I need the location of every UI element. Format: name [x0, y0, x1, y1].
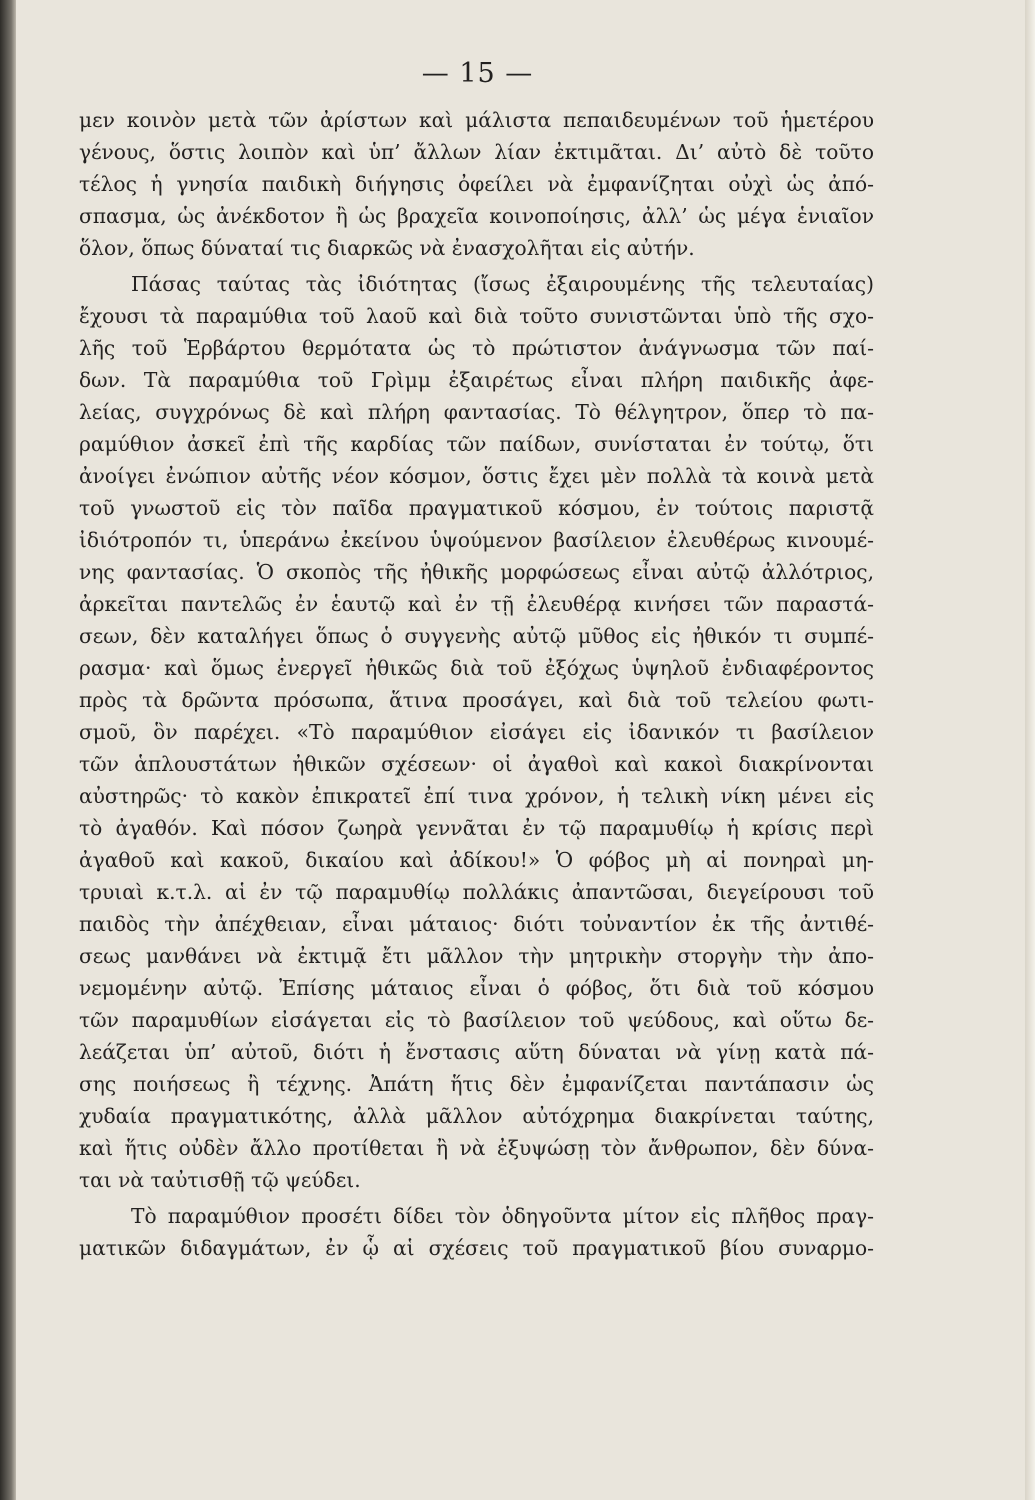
text-line: αὐστηρῶς· τὸ κακὸν ἐπικρατεῖ ἐπί τινα χρόνον, ἡ τελικὴ νίκη μένει εἰς: [79, 784, 874, 808]
text-line: ἔχουσι τὰ παραμύθια τοῦ λαοῦ καὶ διὰ τοῦτο συνιστῶνται ὑπὸ τῆς σχο-: [79, 304, 874, 328]
text-line: καὶ ἥτις οὐδὲν ἄλλο προτίθεται ἢ νὰ ἐξυψώσῃ τὸν ἄνθρωπον, δὲν δύνα-: [79, 1136, 874, 1160]
text-line: ἰδιότροπόν τι, ὑπεράνω ἐκείνου ὑψούμενον βασίλειον ἐλευθέρως κινουμέ-: [79, 528, 874, 552]
paragraph: [79, 104, 874, 264]
text-line: τέλος ἡ γνησία παιδικὴ διήγησις ὀφείλει νὰ ἐμφανίζηται οὐχὶ ὡς ἀπό-: [79, 172, 874, 196]
text-line: ὅλον, ὅπως δύναταί τις διαρκῶς νὰ ἐνασχολῆται εἰς αὐτήν.: [79, 236, 695, 260]
book-spine-shadow: [0, 0, 16, 1500]
page-edge: [1025, 0, 1035, 1500]
text-line: γένους, ὅστις λοιπὸν καὶ ὑπ’ ἄλλων λίαν ἐκτιμᾶται. Δι’ αὐτὸ δὲ τοῦτο: [79, 140, 874, 164]
paragraph: [79, 1200, 874, 1264]
text-line: νεμομένην αὐτῷ. Ἐπίσης μάταιος εἶναι ὁ φόβος, ὅτι διὰ τοῦ κόσμου: [79, 976, 874, 1000]
text-line: ρασμα· καὶ ὅμως ἐνεργεῖ ἠθικῶς διὰ τοῦ ἐξόχως ὑψηλοῦ ἐνδιαφέροντος: [79, 656, 874, 680]
text-line: ἀρκεῖται παντελῶς ἐν ἑαυτῷ καὶ ἐν τῇ ἐλευθέρᾳ κινήσει τῶν παραστά-: [79, 592, 874, 616]
text-line: τοῦ γνωστοῦ εἰς τὸν παῖδα πραγματικοῦ κόσμου, ἐν τούτοις παριστᾷ: [79, 496, 874, 520]
text-line: σπασμα, ὡς ἀνέκδοτον ἢ ὡς βραχεῖα κοινοποίησις, ἀλλ’ ὡς μέγα ἑνιαῖον: [79, 204, 874, 228]
text-line: σμοῦ, ὃν παρέχει. «Τὸ παραμύθιον εἰσάγει εἰς ἰδανικόν τι βασίλειον: [79, 720, 874, 744]
text-line: χυδαία πραγματικότης, ἀλλὰ μᾶλλον αὐτόχρημα διακρίνεται ταύτης,: [79, 1104, 874, 1128]
body-text: [79, 104, 874, 1264]
text-line: σης ποιήσεως ἢ τέχνης. Ἀπάτη ἥτις δὲν ἐμφανίζεται παντάπασιν ὡς: [79, 1072, 874, 1096]
text-line: Πάσας ταύτας τὰς ἰδιότητας (ἴσως ἐξαιρουμένης τῆς τελευταίας): [131, 272, 874, 296]
text-line: λεάζεται ὑπ’ αὐτοῦ, διότι ἡ ἔνστασις αὕτη δύναται νὰ γίνῃ κατὰ πά-: [79, 1040, 874, 1064]
text-line: ἀγαθοῦ καὶ κακοῦ, δικαίου καὶ ἀδίκου!» Ὁ φόβος μὴ αἱ πονηραὶ μη-: [79, 848, 874, 872]
text-line: ραμύθιον ἀσκεῖ ἐπὶ τῆς καρδίας τῶν παίδων, συνίσταται ἐν τούτῳ, ὅτι: [79, 432, 874, 456]
text-line: λῆς τοῦ Ἑρβάρτου θερμότατα ὡς τὸ πρώτιστον ἀνάγνωσμα τῶν παί-: [79, 336, 874, 360]
text-line: νης φαντασίας. Ὁ σκοπὸς τῆς ἠθικῆς μορφώσεως εἶναι αὐτῷ ἀλλότριος,: [79, 560, 874, 584]
text-line: τῶν ἁπλουστάτων ἠθικῶν σχέσεων· οἱ ἀγαθοὶ καὶ κακοὶ διακρίνονται: [79, 752, 874, 776]
text-line: ἀνοίγει ἐνώπιον αὐτῆς νέον κόσμον, ὅστις ἔχει μὲν πολλὰ τὰ κοινὰ μετὰ: [79, 464, 874, 488]
text-line: σεως μανθάνει νὰ ἐκτιμᾷ ἔτι μᾶλλον τὴν μητρικὴν στοργὴν τὴν ἀπο-: [79, 944, 874, 968]
text-line: τῶν παραμυθίων εἰσάγεται εἰς τὸ βασίλειον τοῦ ψεύδους, καὶ οὕτω δε-: [79, 1008, 874, 1032]
paragraph: [79, 268, 874, 1196]
text-line: παιδὸς τὴν ἀπέχθειαν, εἶναι μάταιος· διότι τοὐναντίον ἐκ τῆς ἀντιθέ-: [79, 912, 874, 936]
text-line: ματικῶν διδαγμάτων, ἐν ᾧ αἱ σχέσεις τοῦ πραγματικοῦ βίου συναρμο-: [79, 1236, 874, 1260]
text-line: δων. Τὰ παραμύθια τοῦ Γρὶμμ ἐξαιρέτως εἶναι πλήρη παιδικῆς ἀφε-: [79, 368, 874, 392]
text-line: μεν κοινὸν μετὰ τῶν ἀρίστων καὶ μάλιστα πεπαιδευμένων τοῦ ἡμετέρου: [79, 108, 874, 132]
text-line: ται νὰ ταὐτισθῇ τῷ ψεύδει.: [79, 1168, 361, 1192]
text-line: λείας, συγχρόνως δὲ καὶ πλήρη φαντασίας. Τὸ θέλγητρον, ὅπερ τὸ πα-: [79, 400, 874, 424]
text-line: πρὸς τὰ δρῶντα πρόσωπα, ἅτινα προσάγει, καὶ διὰ τοῦ τελείου φωτι-: [79, 688, 874, 712]
page-number: — 15 —: [421, 58, 534, 89]
text-line: τρυιαὶ κ.τ.λ. αἱ ἐν τῷ παραμυθίῳ πολλάκις ἀπαντῶσαι, διεγείρουσι τοῦ: [79, 880, 874, 904]
text-line: Τὸ παραμύθιον προσέτι δίδει τὸν ὁδηγοῦντα μίτον εἰς πλῆθος πραγ-: [131, 1204, 874, 1228]
text-line: σεων, δὲν καταλήγει ὅπως ὁ συγγενὴς αὐτῷ μῦθος εἰς ἠθικόν τι συμπέ-: [79, 624, 874, 648]
text-line: τὸ ἀγαθόν. Καὶ πόσον ζωηρὰ γεννᾶται ἐν τῷ παραμυθίῳ ἡ κρίσις περὶ: [79, 816, 874, 840]
